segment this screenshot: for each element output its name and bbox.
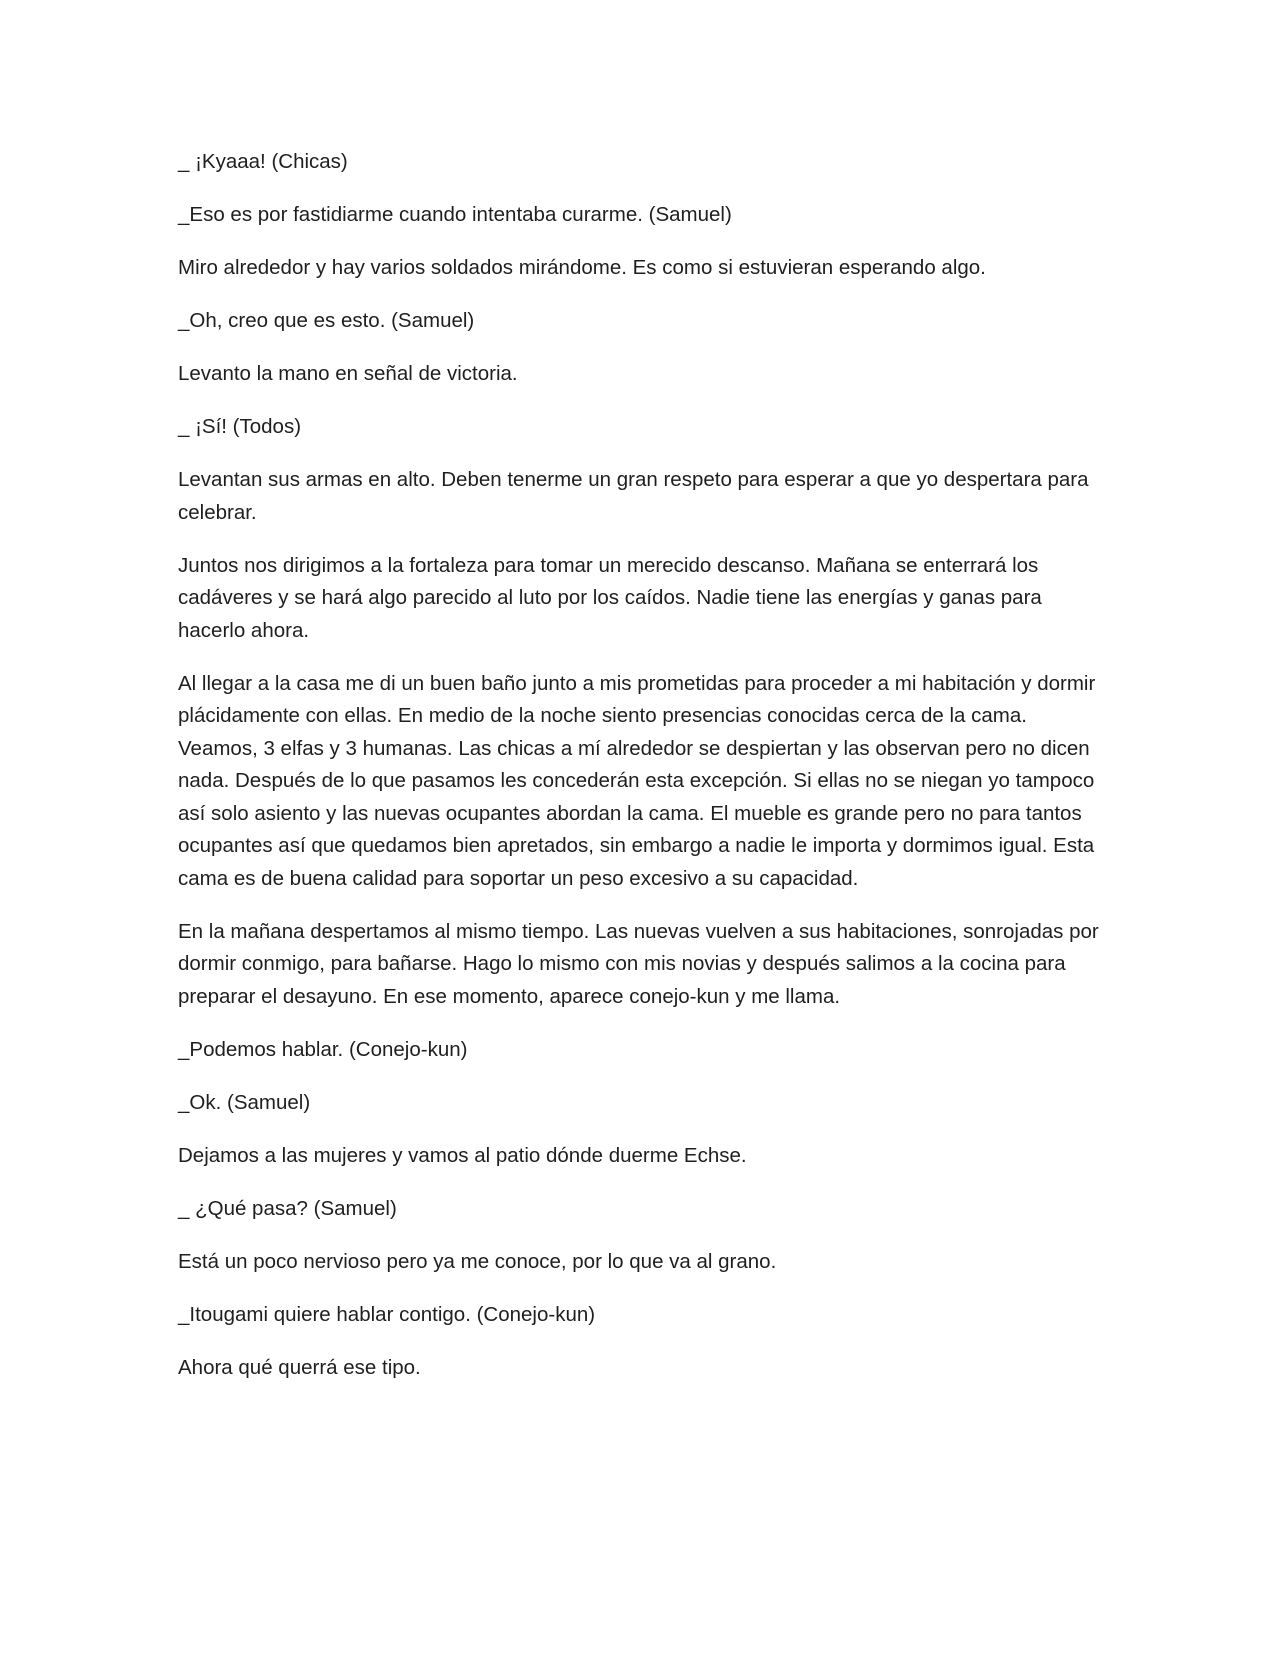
paragraph: Levanto la mano en señal de victoria. bbox=[178, 362, 518, 385]
paragraph-dialogue: _Itougami quiere hablar contigo. (Conejo-kun) bbox=[178, 1302, 596, 1326]
paragraph-dialogue: _ ¡Sí! (Todos) bbox=[178, 415, 302, 438]
paragraph-dialogue: _ ¡Kyaaa! (Chicas) bbox=[178, 150, 348, 173]
paragraph: Está un poco nervioso pero ya me conoce, por lo que va al grano. bbox=[178, 1249, 777, 1273]
paragraph: Juntos nos dirigimos a la fortaleza para tomar un merecido descanso. Mañana se enterrará los cadáveres y se hará algo parecido al luto por los caídos. Nadie tiene las energías y ganas para hacerlo ahora. bbox=[178, 553, 1042, 642]
document-body bbox=[178, 146, 1108, 1405]
paragraph: Levantan sus armas en alto. Deben tenerme un gran respeto para esperar a que yo despertara para celebrar. bbox=[178, 468, 1089, 524]
paragraph: En la mañana despertamos al mismo tiempo. Las nuevas vuelven a sus habitaciones, sonrojadas por dormir conmigo, para bañarse. Hago lo mismo con mis novias y después salimos a la cocina para preparar el desayuno. En ese momento, aparece conejo-kun y me llama. bbox=[178, 919, 1099, 1008]
paragraph-dialogue: _Podemos hablar. (Conejo-kun) bbox=[178, 1037, 468, 1061]
paragraph: Al llegar a la casa me di un buen baño junto a mis prometidas para proceder a mi habitación y dormir plácidamente con ellas. En medio de la noche siento presencias conocidas cerca de la cama. Veamos, 3 elfas y 3 humanas. Las chicas a mí alrededor se despiertan y las observan pero no dicen nada. Después de lo que pasamos les concederán esta excepción. Si ellas no se niegan yo tampoco así solo asiento y las nuevas ocupantes abordan la cama. El mueble es grande pero no para tantos ocupantes así que quedamos bien apretados, sin embargo a nadie le importa y dormimos igual. Esta cama es de buena calidad para soportar un peso excesivo a su capacidad. bbox=[178, 671, 1096, 890]
paragraph-dialogue: _Ok. (Samuel) bbox=[178, 1090, 311, 1114]
paragraph-dialogue: _Oh, creo que es esto. (Samuel) bbox=[178, 309, 475, 332]
paragraph-dialogue: _Eso es por fastidiarme cuando intentaba curarme. (Samuel) bbox=[178, 203, 732, 226]
paragraph: Dejamos a las mujeres y vamos al patio dónde duerme Echse. bbox=[178, 1143, 747, 1167]
paragraph: Ahora qué querrá ese tipo. bbox=[178, 1355, 421, 1379]
paragraph-dialogue: _ ¿Qué pasa? (Samuel) bbox=[178, 1196, 397, 1220]
paragraph: Miro alrededor y hay varios soldados mirándome. Es como si estuvieran esperando algo. bbox=[178, 256, 986, 279]
